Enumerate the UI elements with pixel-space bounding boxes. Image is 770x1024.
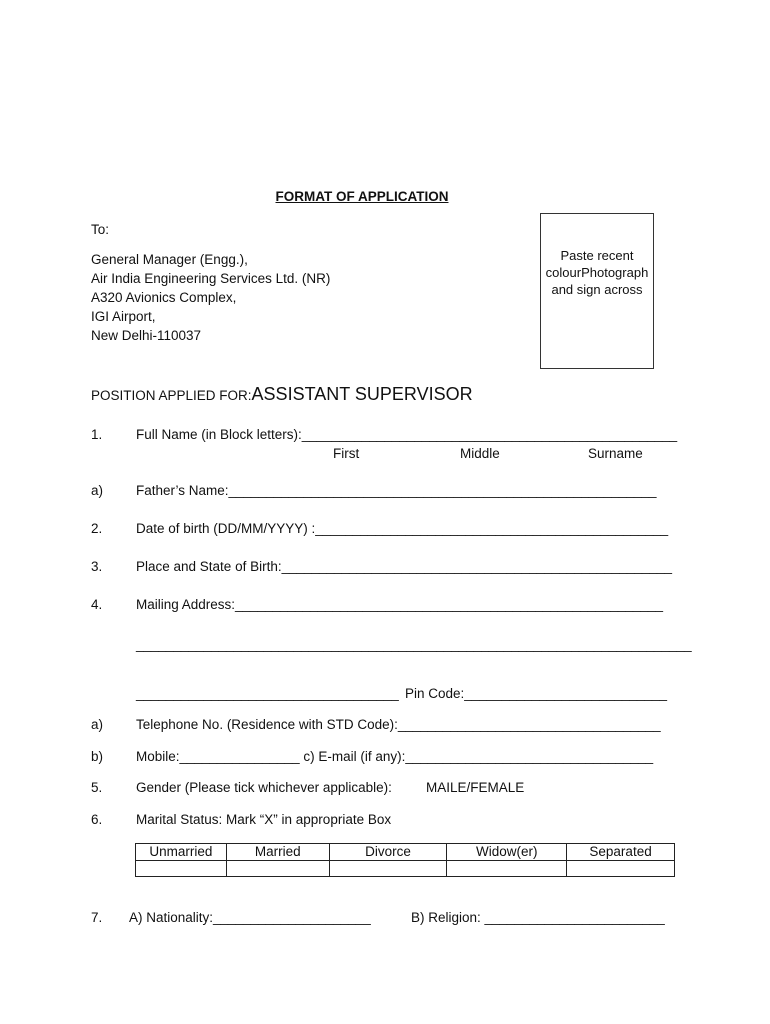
address-line-4: IGI Airport,	[91, 309, 156, 324]
marital-header-row	[136, 844, 675, 861]
item-number: 1.	[91, 427, 103, 442]
address-line-5: New Delhi-110037	[91, 328, 202, 343]
mailing-address-line-3[interactable]: ___________________________________	[136, 686, 399, 701]
position-value: ASSISTANT SUPERVISOR	[251, 384, 473, 404]
birth-place-field[interactable]: Place and State of Birth:____________________________________________________	[136, 559, 673, 574]
nationality-field[interactable]: A) Nationality:_____________________	[129, 910, 371, 925]
mobile-email-field[interactable]: Mobile:________________ c) E-mail (if any):_________________________________	[136, 749, 654, 764]
position-row	[91, 386, 473, 404]
item-number: b)	[91, 749, 104, 764]
name-surname-label: Surname	[588, 446, 643, 461]
date-of-birth-field[interactable]: Date of birth (DD/MM/YYYY) :_______________________________________________	[136, 521, 669, 536]
marital-option-widower: Widow(er)	[447, 844, 567, 861]
name-first-label: First	[333, 446, 360, 461]
marital-option-married: Married	[226, 844, 329, 861]
item-number: a)	[91, 717, 104, 732]
pin-code-field[interactable]: Pin Code:___________________________	[405, 686, 668, 701]
full-name-field[interactable]: Full Name (in Block letters):__________________________________________________	[136, 427, 678, 442]
marital-box-widower[interactable]	[447, 861, 567, 877]
telephone-field[interactable]: Telephone No. (Residence with STD Code):___________________________________	[136, 717, 661, 732]
item-number: a)	[91, 483, 104, 498]
to-label: To:	[91, 222, 110, 237]
name-middle-label: Middle	[460, 446, 500, 461]
marital-checkbox-row	[136, 861, 675, 877]
address-line-1: General Manager (Engg.),	[91, 252, 248, 267]
marital-option-unmarried: Unmarried	[136, 844, 227, 861]
photo-box-text: Paste recent colourPhotograph and sign across	[545, 248, 649, 297]
address-line-2: Air India Engineering Services Ltd. (NR)	[91, 271, 331, 286]
father-name-field[interactable]: Father’s Name:_________________________________________________________	[136, 483, 657, 498]
item-number: 5.	[91, 780, 103, 795]
marital-status-label: Marital Status: Mark “X” in appropriate Box	[136, 812, 392, 827]
address-line-3: A320 Avionics Complex,	[91, 290, 237, 305]
gender-label: Gender (Please tick whichever applicable):	[136, 780, 392, 795]
marital-option-separated: Separated	[567, 844, 675, 861]
photo-box	[540, 213, 654, 369]
item-number: 4.	[91, 597, 103, 612]
marital-status-table	[135, 843, 675, 877]
marital-box-divorce[interactable]	[329, 861, 447, 877]
marital-option-divorce: Divorce	[329, 844, 447, 861]
item-number: 7.	[91, 910, 103, 925]
marital-box-unmarried[interactable]	[136, 861, 227, 877]
item-number: 2.	[91, 521, 103, 536]
item-number: 3.	[91, 559, 103, 574]
gender-options[interactable]: MAILE/FEMALE	[426, 780, 525, 795]
marital-box-separated[interactable]	[567, 861, 675, 877]
item-number: 6.	[91, 812, 103, 827]
mailing-address-line-2[interactable]: __________________________________________________________________________	[136, 637, 692, 652]
position-label: POSITION APPLIED FOR:	[91, 388, 252, 403]
form-title: FORMAT OF APPLICATION	[275, 189, 449, 204]
religion-field[interactable]: B) Religion: ________________________	[411, 910, 665, 925]
mailing-address-field[interactable]: Mailing Address:_________________________________________________________	[136, 597, 664, 612]
marital-box-married[interactable]	[226, 861, 329, 877]
